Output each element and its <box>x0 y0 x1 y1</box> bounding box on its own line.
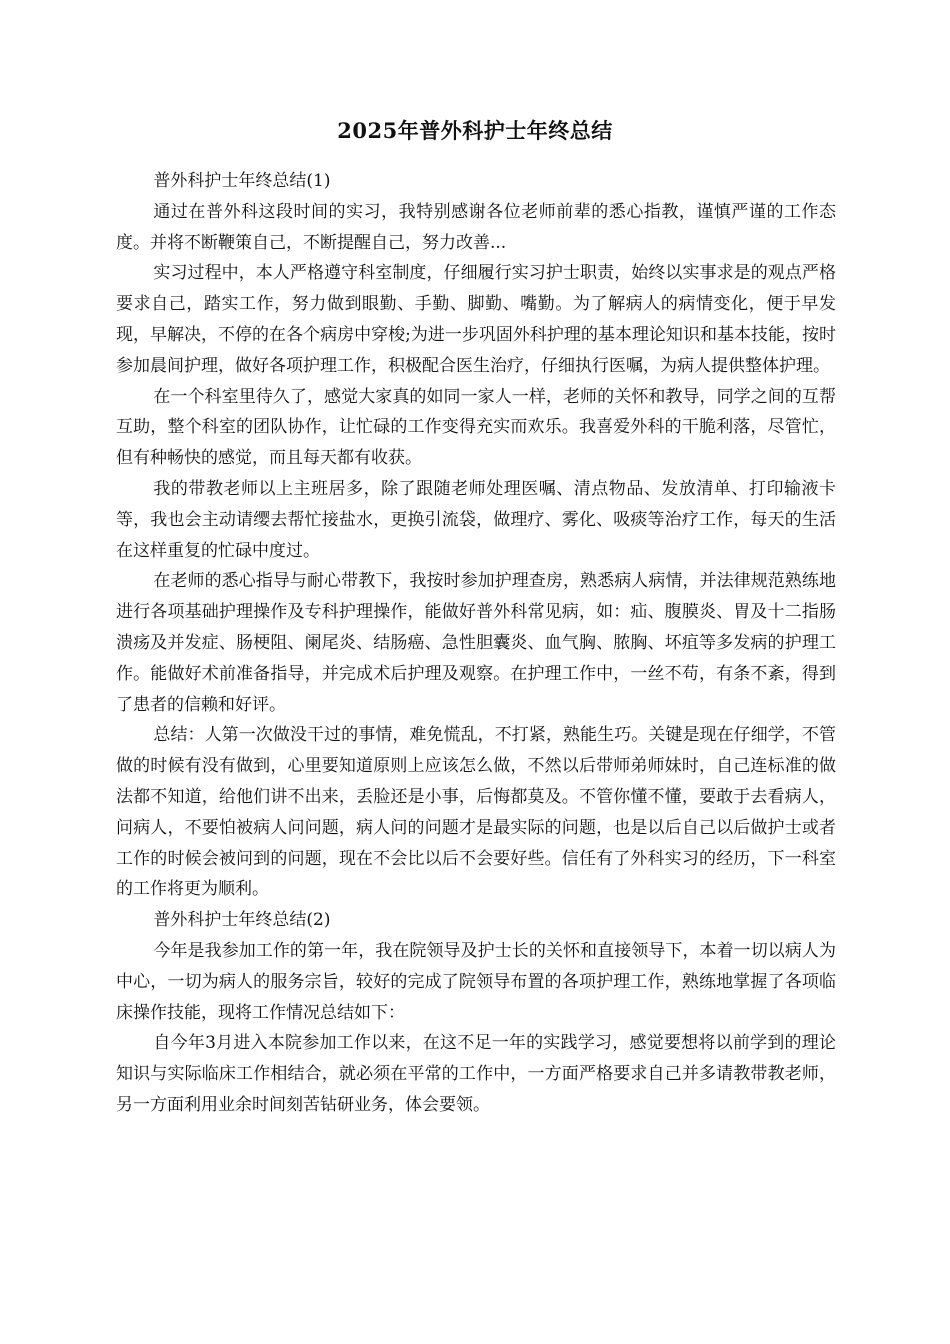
document-body <box>116 166 836 1121</box>
document-title: 2025年普外科护士年终总结 <box>337 118 613 143</box>
paragraph: 我的带教老师以上主班居多，除了跟随老师处理医嘱、清点物品、发放清单、打印输液卡等，我也会主动请缨去帮忙接盐水，更换引流袋，做理疗、雾化、吸痰等治疗工作，每天的生活在这样重复的忙碌中度过。 <box>116 478 836 561</box>
paragraph: 实习过程中，本人严格遵守科室制度，仔细履行实习护士职责，始终以实事求是的观点严格要求自己，踏实工作，努力做到眼勤、手勤、脚勤、嘴勤。为了解病人的病情变化，便于早发现，早解决，不停的在各个病房中穿梭;为进一步巩固外科护理的基本理论知识和基本技能，按时参加晨间护理，做好各项护理工作，积极配合医生治疗，仔细执行医嘱，为病人提供整体护理。 <box>116 263 836 376</box>
paragraph: 自今年3月进入本院参加工作以来，在这不足一年的实践学习，感觉要想将以前学到的理论知识与实际临床工作相结合，就必须在平常的工作中，一方面严格要求自己并多请教带教老师，另一方面利用业余时间刻苦钻研业务，体会要领。 <box>116 1033 836 1115</box>
paragraph: 在一个科室里待久了，感觉大家真的如同一家人一样，老师的关怀和教导，同学之间的互帮互助，整个科室的团队协作，让忙碌的工作变得充实而欢乐。我喜爱外科的干脆利落，尽管忙，但有种畅快的感觉，而且每天都有收获。 <box>116 386 836 469</box>
paragraph: 总结：人第一次做没干过的事情，难免慌乱，不打紧，熟能生巧。关键是现在仔细学，不管做的时候有没有做到，心里要知道原则上应该怎么做，不然以后带师弟师妹时，自己连标准的做法都不知道，给他们讲不出来，丢脸还是小事，后悔都莫及。不管你懂不懂，要敢于去看病人，问病人，不要怕被病人问问题，病人问的问题才是最实际的问题，也是以后自己以后做护士或者工作的时候会被问到的问题，现在不会比以后不会要好些。信任有了外科实习的经历，下一科室的工作将更为顺利。 <box>116 725 836 900</box>
paragraph: 在老师的悉心指导与耐心带教下，我按时参加护理查房，熟悉病人病情，并法律规范熟练地进行各项基础护理操作及专科护理操作，能做好普外科常见病，如：疝、腹膜炎、胃及十二指肠溃疡及并发症、肠梗阻、阑尾炎、结肠癌、急性胆囊炎、血气胸、脓胸、坏疽等多发病的护理工作。能做好术前准备指导，并完成术后护理及观察。在护理工作中，一丝不苟，有条不紊，得到了患者的信赖和好评。 <box>116 571 836 715</box>
paragraph: 通过在普外科这段时间的实习，我特别感谢各位老师前辈的悉心指教，谨慎严谨的工作态度。并将不断鞭策自己，不断提醒自己，努力改善... <box>116 201 836 253</box>
section-heading-2: 普外科护士年终总结(2) <box>153 910 331 931</box>
section-heading-1: 普外科护士年终总结(1) <box>153 171 331 191</box>
paragraph: 今年是我参加工作的第一年，我在院领导及护士长的关怀和直接领导下，本着一切以病人为中心，一切为病人的服务宗旨，较好的完成了院领导布置的各项护理工作，熟练地掌握了各项临床操作技能，现将工作情况总结如下： <box>116 940 836 1023</box>
